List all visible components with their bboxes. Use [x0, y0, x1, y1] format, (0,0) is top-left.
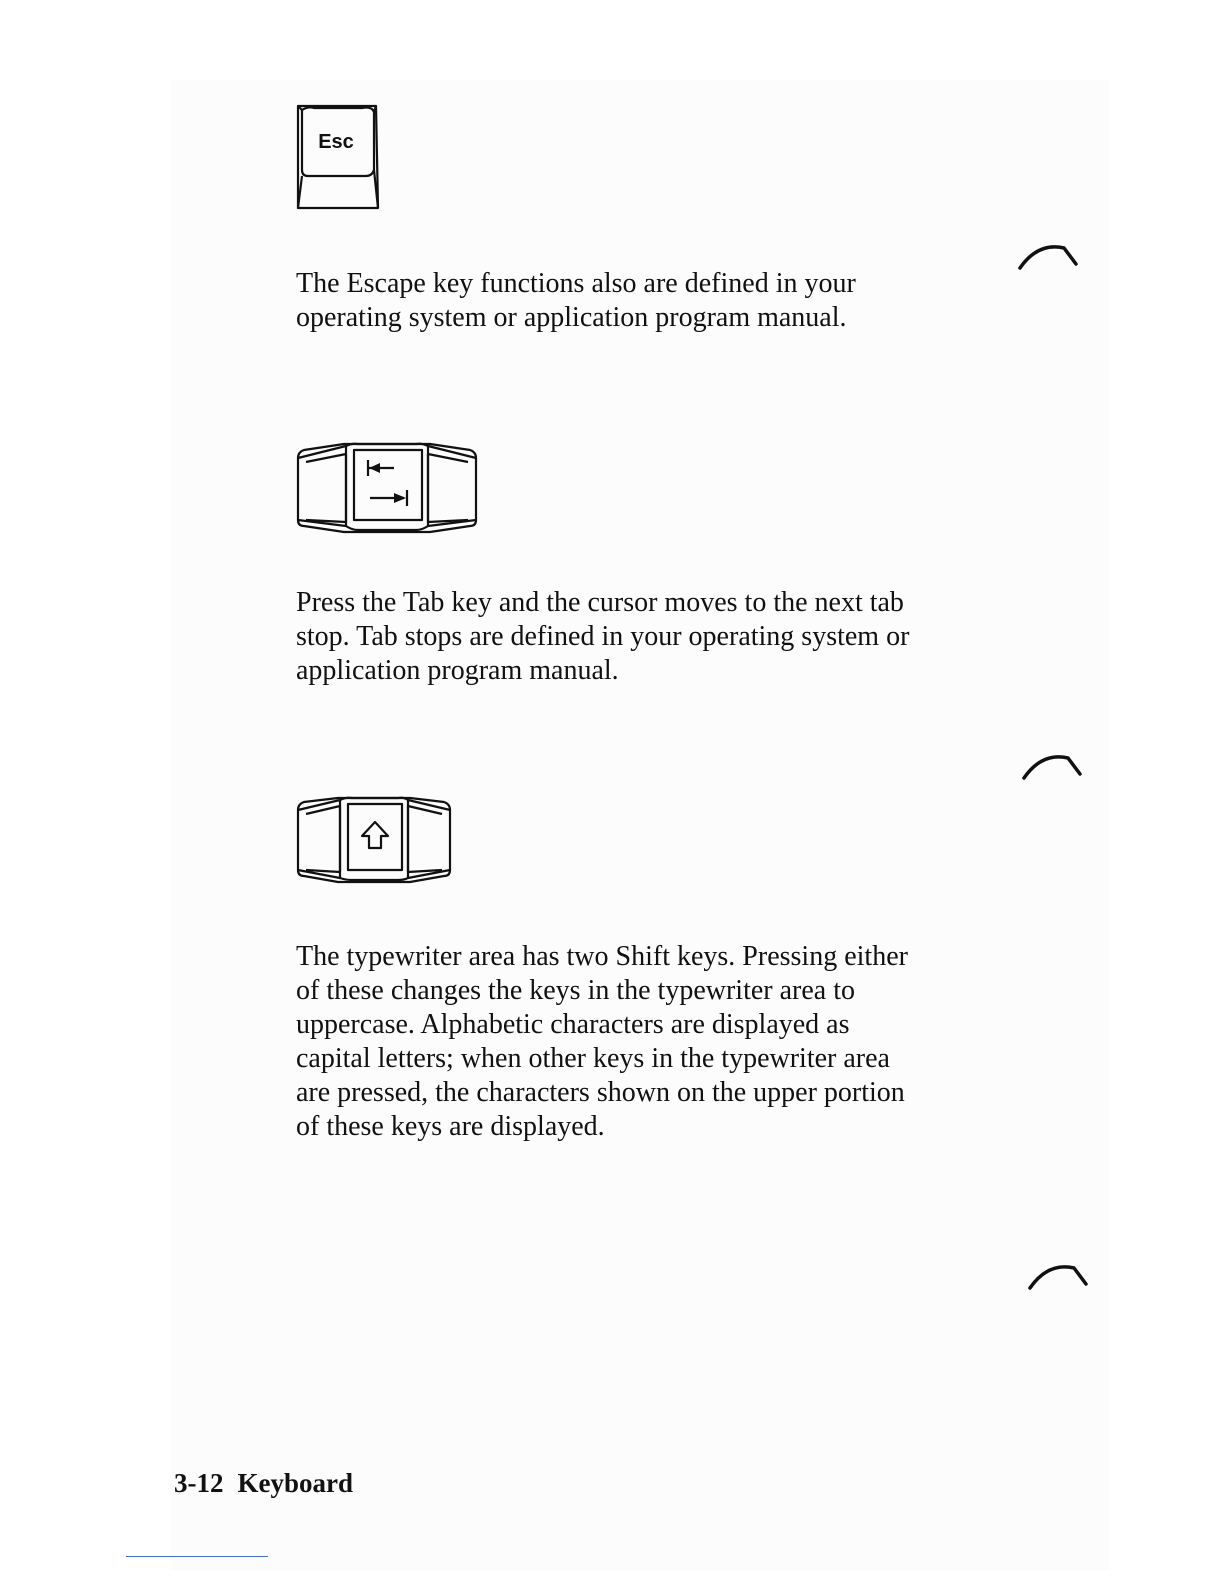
shift-line-1: The typewriter area has two Shift keys. Pressing either [296, 941, 908, 972]
tab-key-paragraph [296, 586, 996, 688]
escape-line-1: The Escape key functions also are defined in your [296, 268, 856, 299]
section-name: Keyboard [237, 1468, 354, 1498]
tab-key-icon [294, 440, 480, 536]
esc-key-label: Esc [318, 131, 354, 153]
tab-line-3: application program manual. [296, 655, 619, 686]
bottom-rule [126, 1556, 268, 1557]
shift-key-icon [294, 794, 456, 886]
shift-key-paragraph [296, 940, 996, 1144]
shift-line-2: of these changes the keys in the typewriter area to [296, 975, 856, 1006]
shift-line-5: are pressed, the characters shown on the upper portion [296, 1077, 905, 1108]
shift-line-4: capital letters; when other keys in the typewriter area [296, 1043, 890, 1074]
escape-line-2: operating system or application program manual. [296, 302, 847, 333]
tab-line-2: stop. Tab stops are defined in your operating system or [296, 621, 910, 652]
binder-tab-mark-icon [1026, 1258, 1090, 1297]
shift-line-3: uppercase. Alphabetic characters are displayed as [296, 1009, 850, 1040]
shift-line-6: of these keys are displayed. [296, 1111, 605, 1142]
binder-tab-mark-icon [1020, 748, 1084, 787]
page-footer [174, 1468, 353, 1499]
esc-key-icon [292, 100, 384, 216]
page-number: 3-12 [174, 1468, 224, 1498]
escape-key-paragraph [296, 267, 996, 335]
binder-tab-mark-icon [1016, 238, 1080, 277]
tab-line-1: Press the Tab key and the cursor moves to the next tab [296, 587, 904, 618]
